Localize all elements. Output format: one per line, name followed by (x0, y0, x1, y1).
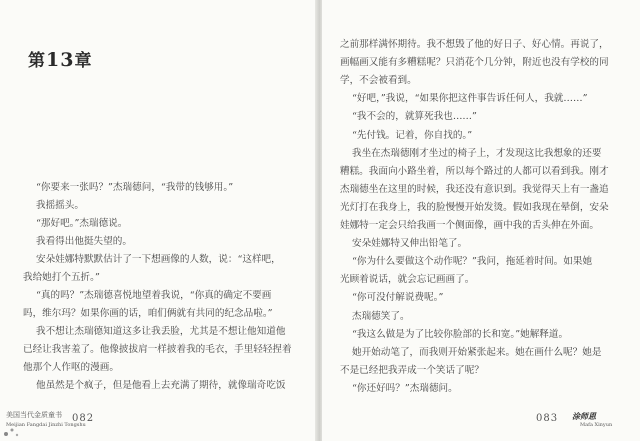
text-line: 我不想让杰瑞德知道这多让我丢脸，尤其是不想让他知道他 (36, 326, 286, 337)
text-line: “我不会的，就算死我也……” (352, 111, 477, 123)
text-line: “我这么做是为了比较你脸部的长和宽。”她解释道。 (352, 328, 569, 340)
text-line: 我给她打个五折。” (23, 272, 100, 283)
text-line: “好吧，”我说，“如果你把这件事告诉任何人，我就……” (352, 93, 588, 105)
text-line: 安朵娃娜特默默估计了一下想画像的人数，说：“这样吧， (36, 254, 281, 265)
left-page (0, 0, 318, 441)
chapter-suffix: 章 (74, 51, 93, 71)
text-line: “先付钱。记着，你自找的。” (352, 129, 473, 141)
text-line: 学，不会被看到。 (340, 75, 417, 87)
text-line: 我看得出他挺失望的。 (36, 236, 132, 247)
text-line: “那好吧。”杰瑞德说。 (36, 218, 128, 229)
text-line: 糟糕。我面向小路坐着，所以每个路过的人都可以看到我。刚才 (340, 165, 609, 177)
text-line: 他虽然是个疯子，但是他看上去充满了期待，就像瑞奇吃饭 (36, 380, 286, 391)
text-line: 不是已经把我弄成一个笑话了呢？ (340, 364, 484, 376)
text-line: 我坐在杰瑞德刚才坐过的椅子上，才发现这比我想象的还要 (352, 147, 602, 159)
text-line: “你要来一张吗？”杰瑞德问，“我带的钱够用。” (36, 182, 234, 193)
text-line: 吗，维尔玛？如果你画的话，咱们俩就有共同的纪念品啦。” (23, 308, 273, 319)
text-line: “你为什么要做这个动作呢？”我问，拖延着时间。如果她 (352, 256, 593, 268)
page-number-left: 082 (72, 413, 95, 424)
text-line: 她开始动笔了，而我则开始紧张起来。她在画什么呢？她是 (352, 346, 602, 358)
right-page (322, 0, 640, 441)
text-line: 娃娜特一定会只给我画一个侧面像，画中我的舌头伸在外面。 (340, 220, 600, 231)
text-line: 画幅画又能有多糟糕呢？只消花个几分钟，附近也没有学校的同 (340, 57, 609, 69)
book-series-subtitle: Meijian Fangdai Jinzhi Tongshu (6, 422, 86, 428)
publisher-logo-subtitle: Mafa Xinyun (580, 422, 613, 428)
text-line: 安朵娃娜特又伸出铅笔了。 (352, 238, 468, 250)
chapter-heading (28, 46, 92, 71)
text-line: “你还好吗？”杰瑞德问。 (352, 382, 458, 394)
book-series-title: 美国当代金质童书 (6, 411, 62, 419)
chapter-number: 13 (46, 49, 75, 71)
text-line: 光顾着说话，就会忘记画画了。 (340, 274, 475, 286)
text-line: “真的吗？”杰瑞德喜悦地望着我说，“你真的确定不要画 (36, 290, 272, 301)
text-line: 杰瑞德坐在这里的时候，我还没有意识到。我觉得天上有一盏追 (340, 183, 609, 195)
text-line: 光灯打在我身上，我的脸慢慢开始发烫。假如我现在晕倒，安朵 (340, 201, 609, 213)
text-line: 杰瑞德笑了。 (352, 310, 410, 322)
text-line: “你可没付解说费呢。” (352, 292, 444, 304)
publisher-logo: 涂师恩 (572, 411, 596, 421)
text-line: 已经让我害羞了。他像披拔肩一样披着我的毛衣，手里轻轻捏着 (23, 344, 292, 355)
page-number-right: 083 (536, 413, 559, 424)
chapter-prefix: 第 (28, 51, 46, 71)
text-line: 我摇摇头。 (36, 200, 84, 211)
text-line: 他那个人作呕的漫画。 (23, 362, 119, 373)
text-line: 之前那样满怀期待。我不想毁了他的好日子、好心情。再说了， (340, 39, 609, 50)
